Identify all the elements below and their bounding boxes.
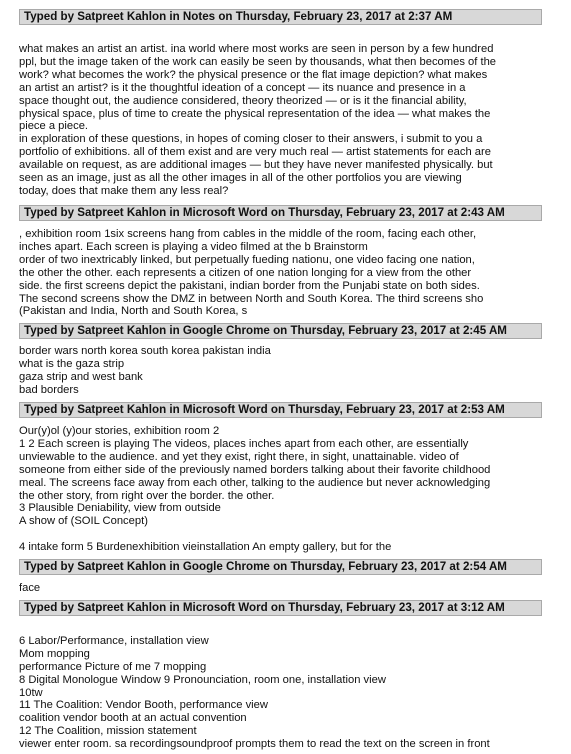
entry-text-notes: what makes an artist an artist. ina world where most works are seen in person by a few hundred ppl, but the image taken of the work can easily be seen by thousands, what then becomes of the work? what becomes the work? the physical presence or the flat image depiction? what makes an artist an artist? is it the thoughtful ideation of a concept — its nuance and presence in a space thought out, the audience considered, theory theorized — or is it the financial ability, physical space, plus of time to create the physical representation of the idea — what makes the piece a piece. in exploration of these questions, in hopes of coming closer to their answers, i submit to you a portfolio of exhibitions. all of them exist and are very much real — artist statements for each are available on request, as are additional images — but they have never manifested physically. but seen as an image, just as all the other images in all of the other portfolios you are viewing today, does that make them any less real?: [19, 43, 497, 197]
entry-header-chrome-1: Typed by Satpreet Kahlon in Google Chrome on Thursday, February 23, 2017 at 2:45 AM: [19, 323, 542, 339]
entry-header-word-1: Typed by Satpreet Kahlon in Microsoft Word on Thursday, February 23, 2017 at 2:43 AM: [19, 205, 542, 221]
entry-header-notes: Typed by Satpreet Kahlon in Notes on Thursday, February 23, 2017 at 2:37 AM: [19, 9, 542, 25]
entry-header-chrome-2: Typed by Satpreet Kahlon in Google Chrome on Thursday, February 23, 2017 at 2:54 AM: [19, 559, 542, 575]
entry-text-word-3: 6 Labor/Performance, installation view Mom mopping performance Picture of me 7 mopping 8 Digital Monologue Window 9 Pronounciation, room one, installation view 10tw 11 The Coalition: Vendor Booth, performance view coalition vendor booth at an actual convention 12 The Coalition, mission statement viewer enter room. sa recordingsoundproof prompts them to read the text on the screen in front: [19, 634, 490, 751]
entry-text-chrome-1: border wars north korea south korea pakistan india what is the gaza strip gaza strip and west bank bad borders: [19, 345, 271, 396]
entry-header-word-3: Typed by Satpreet Kahlon in Microsoft Word on Thursday, February 23, 2017 at 3:12 AM: [19, 600, 542, 616]
entry-text-word-2: Our(y)ol (y)our stories, exhibition room 2 1 2 Each screen is playing The videos, places inches apart from each other, are essentially unviewable to the audience. and yet they exist, right there, in sight, unattainable. video of someone from either side of the previously named borders talking about their favorite childhood meal. The screens face away from each other, talking to the audience but never acknowledging the other story, from right over the border. the other. 3 Plausible Deniability, view from outside A show of (SOIL Concept) 4 intake form 5 Burdenexhibition vieinstallation An empty gallery, but for the: [19, 425, 491, 554]
entry-text-chrome-2: face: [19, 582, 41, 594]
entry-header-word-2: Typed by Satpreet Kahlon in Microsoft Word on Thursday, February 23, 2017 at 2:53 AM: [19, 402, 542, 418]
entry-text-word-1: , exhibition room 1six screens hang from cables in the middle of the room, facing each other, inches apart. Each screen is playing a video filmed at the b Brainstorm order of two inextricably linked, but perpetually fueding nationu, one video facing one nation, the other the other. each represents a citizen of one nation longing for a view from the other side. the first screens depict the pakistani, indian border from the Punjabi state on both sides. The second screens show the DMZ in between North and South Korea. The third screens sho (Pakistan and India, North and South Korea, s: [19, 228, 484, 318]
